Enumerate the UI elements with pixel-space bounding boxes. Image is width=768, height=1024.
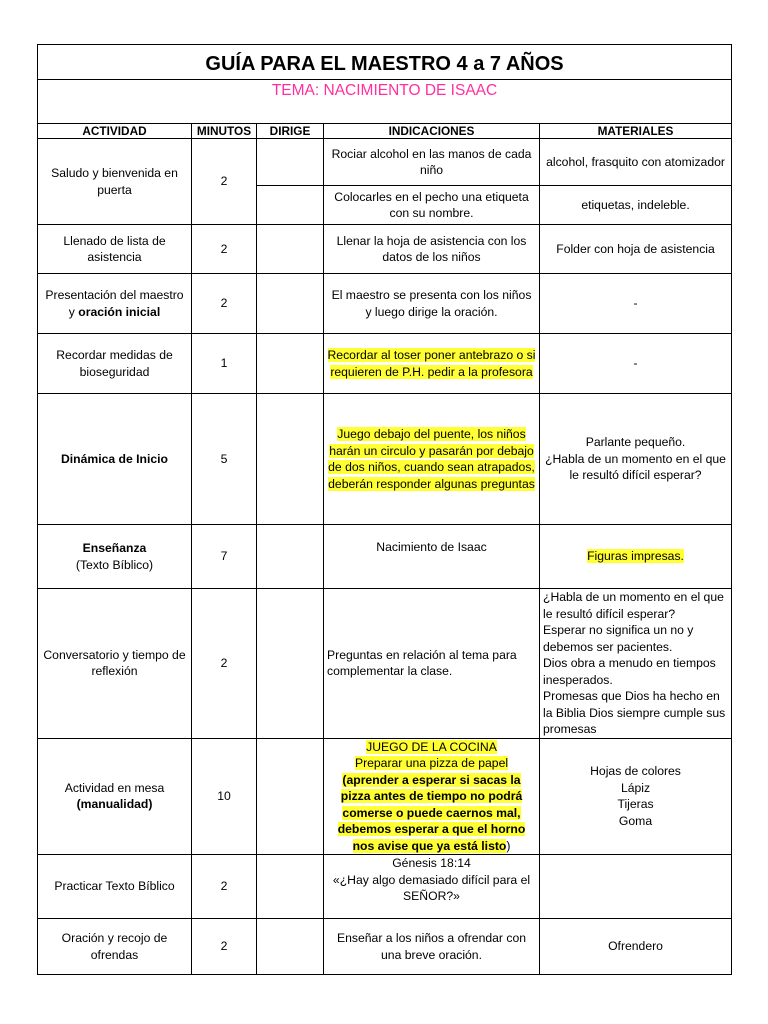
activity-bold-text: oración inicial <box>78 304 161 319</box>
activity-text: Presentación del maestro y <box>45 288 184 319</box>
table-row <box>38 274 732 334</box>
activity-cell <box>38 525 192 589</box>
materials-line: Hojas de colores <box>590 764 681 779</box>
highlighted-text: Figuras impresas. <box>587 549 684 564</box>
materials-cell: alcohol, frasquito con atomizador <box>540 139 732 186</box>
header-dirige: DIRIGE <box>257 124 324 139</box>
minutes-cell: 2 <box>192 589 257 739</box>
dirige-cell <box>257 855 324 919</box>
table-row <box>38 334 732 394</box>
materials-line: Lápiz <box>620 780 651 795</box>
header-materiales: MATERIALES <box>540 124 732 139</box>
highlighted-text: Juego debajo del puente, los niños harán un circulo y pasarán por debajo de dos niños, cuando sean atrapados, deberán responder algunas preguntas <box>328 427 535 491</box>
indication-cell <box>324 738 540 855</box>
dirige-cell <box>257 738 324 855</box>
bible-verse: «¿Hay algo demasiado difícil para el SEÑOR?» <box>332 872 531 903</box>
activity-cell: Oración y recojo de ofrendas <box>38 919 192 975</box>
minutes-cell: 2 <box>192 855 257 919</box>
dirige-cell <box>257 589 324 739</box>
materials-line: Goma <box>618 813 653 828</box>
minutes-cell: 10 <box>192 738 257 855</box>
closing-paren: ) <box>506 838 511 853</box>
dirige-cell <box>257 334 324 394</box>
materials-cell: etiquetas, indeleble. <box>540 186 732 225</box>
indication-cell: Enseñar a los niños a ofrendar con una breve oración. <box>324 919 540 975</box>
indication-cell: Preguntas en relación al tema para complementar la clase. <box>324 589 540 739</box>
materials-cell: Folder con hoja de asistencia <box>540 225 732 274</box>
lesson-theme: TEMA: NACIMIENTO DE ISAAC <box>38 80 732 124</box>
activity-cell: Llenado de lista de asistencia <box>38 225 192 274</box>
activity-cell: Saludo y bienvenida en puerta <box>38 139 192 225</box>
activity-cell: Conversatorio y tiempo de reflexión <box>38 589 192 739</box>
activity-cell: Recordar medidas de bioseguridad <box>38 334 192 394</box>
dirige-cell <box>257 139 324 186</box>
header-row <box>38 124 732 139</box>
dirige-cell <box>257 919 324 975</box>
minutes-cell: 2 <box>192 139 257 225</box>
activity-bold-text: (manualidad) <box>76 797 153 812</box>
activity-cell <box>38 738 192 855</box>
indication-cell <box>324 394 540 525</box>
activity-cell: Dinámica de Inicio <box>38 394 192 525</box>
tema-row <box>38 80 732 124</box>
activity-cell <box>38 274 192 334</box>
materials-cell: - <box>540 274 732 334</box>
activity-game-title: JUEGO DE LA COCINA <box>366 739 497 754</box>
minutes-cell: 2 <box>192 274 257 334</box>
materials-cell: - <box>540 334 732 394</box>
table-row <box>38 738 732 855</box>
minutes-cell: 7 <box>192 525 257 589</box>
materials-cell <box>540 589 732 739</box>
indication-cell <box>324 334 540 394</box>
materials-cell <box>540 855 732 919</box>
table-row <box>38 855 732 919</box>
activity-bold-text: Enseñanza <box>82 541 147 555</box>
materials-line: Dios obra a menudo en tiempos inesperados. <box>543 656 716 687</box>
materials-line: Parlante pequeño. <box>585 435 686 450</box>
materials-line: Esperar no significa un no y debemos ser pacientes. <box>543 623 694 654</box>
page-title: GUÍA PARA EL MAESTRO 4 a 7 AÑOS <box>38 45 732 80</box>
title-row <box>38 45 732 80</box>
activity-text: (Texto Bíblico) <box>75 557 154 572</box>
dirige-cell <box>257 525 324 589</box>
materials-cell: Ofrendero <box>540 919 732 975</box>
minutes-cell: 2 <box>192 225 257 274</box>
table-row <box>38 589 732 739</box>
materials-cell <box>540 525 732 589</box>
table-row <box>38 919 732 975</box>
table-row <box>38 394 732 525</box>
dirige-cell <box>257 274 324 334</box>
bible-reference: Génesis 18:14 <box>392 856 471 870</box>
header-minutos: MINUTOS <box>192 124 257 139</box>
materials-line: ¿Habla de un momento en el que le resultó difícil esperar? <box>545 451 726 483</box>
materials-cell <box>540 738 732 855</box>
highlighted-text: Recordar al toser poner antebrazo o si requieren de P.H. pedir a la profesora <box>327 348 536 379</box>
indication-cell: Llenar la hoja de asistencia con los datos de los niños <box>324 225 540 274</box>
activity-text: Actividad en mesa <box>64 780 165 795</box>
indication-cell: Colocarles en el pecho una etiqueta con su nombre. <box>324 186 540 225</box>
teacher-guide-table <box>37 44 732 975</box>
highlighted-text: Preparar una pizza de papel <box>354 756 509 770</box>
materials-line: Tijeras <box>617 797 654 812</box>
minutes-cell: 2 <box>192 919 257 975</box>
table-row <box>38 139 732 186</box>
header-actividad: ACTIVIDAD <box>38 124 192 139</box>
dirige-cell <box>257 186 324 225</box>
materials-line: ¿Habla de un momento en el que le resultó difícil esperar? <box>543 590 724 621</box>
table-row <box>38 525 732 589</box>
table-row <box>38 225 732 274</box>
header-indicaciones: INDICACIONES <box>324 124 540 139</box>
indication-cell: Rociar alcohol en las manos de cada niño <box>324 139 540 186</box>
highlighted-bold-text: (aprender a esperar si sacas la pizza antes de tiempo no podrá comerse o puede caernos mal, debemos esperar a que el horno nos avise que ya está listo <box>337 772 526 853</box>
activity-cell: Practicar Texto Bíblico <box>38 855 192 919</box>
indication-cell: El maestro se presenta con los niños y luego dirige la oración. <box>324 274 540 334</box>
indication-cell <box>324 855 540 919</box>
materials-cell <box>540 394 732 525</box>
minutes-cell: 5 <box>192 394 257 525</box>
materials-line: Promesas que Dios ha hecho en la Biblia Dios siempre cumple sus promesas <box>543 689 726 736</box>
indication-cell: Nacimiento de Isaac <box>324 525 540 589</box>
dirige-cell <box>257 394 324 525</box>
minutes-cell: 1 <box>192 334 257 394</box>
dirige-cell <box>257 225 324 274</box>
